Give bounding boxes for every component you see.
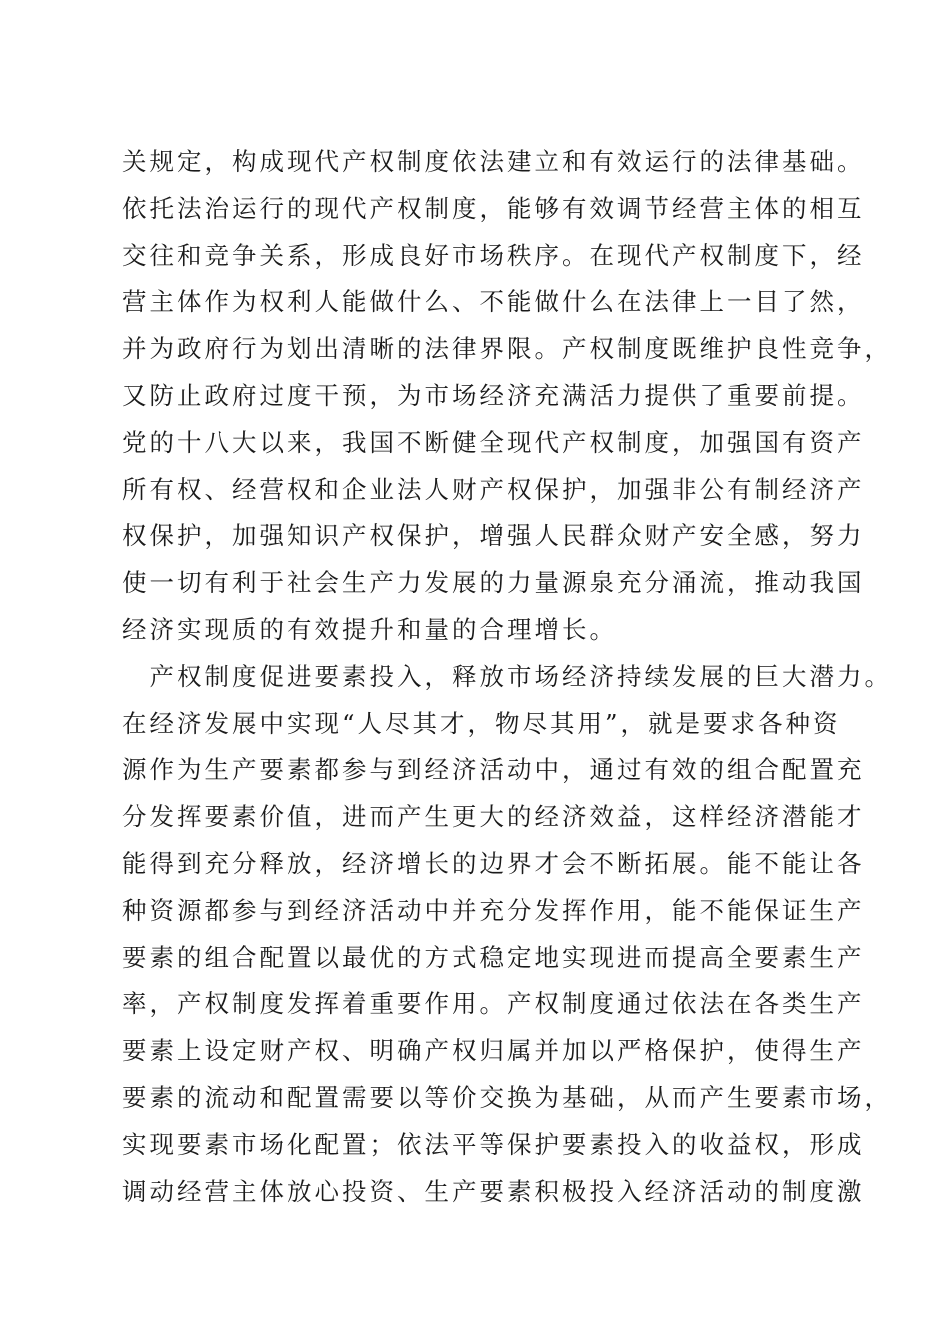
text-line: 要素的流动和配置需要以等价交换为基础，从而产生要素市场， [122,1082,892,1112]
text-line: 权保护，加强知识产权保护，增强人民群众财产安全感，努力 [122,521,865,551]
text-line: 在经济发展中实现“人尽其才，物尽其用”，就是要求各种资 [122,708,841,738]
text-line: 又防止政府过度干预，为市场经济充满活力提供了重要前提。 [122,380,865,410]
text-line: 能得到充分释放，经济增长的边界才会不断拓展。能不能让各 [122,848,865,878]
text-line: 种资源都参与到经济活动中并充分发挥作用，能不能保证生产 [122,895,865,925]
text-line: 使一切有利于社会生产力发展的力量源泉充分涌流，推动我国 [122,568,865,598]
text-line: 实现要素市场化配置；依法平等保护要素投入的收益权，形成 [122,1129,865,1159]
paragraph-start-line: 产权制度促进要素投入，释放市场经济持续发展的巨大潜力。 [122,661,892,691]
text-line: 调动经营主体放心投资、生产要素积极投入经济活动的制度激 [122,1176,865,1206]
text-line: 源作为生产要素都参与到经济活动中，通过有效的组合配置充 [122,755,865,785]
text-line: 交往和竞争关系，形成良好市场秩序。在现代产权制度下，经 [122,240,865,270]
body-text [122,139,892,1215]
text-line: 并为政府行为划出清晰的法律界限。产权制度既维护良性竞争， [122,334,892,364]
text-line: 率，产权制度发挥着重要作用。产权制度通过依法在各类生产 [122,989,865,1019]
text-line: 党的十八大以来，我国不断健全现代产权制度，加强国有资产 [122,427,865,457]
text-line: 要素的组合配置以最优的方式稳定地实现进而提高全要素生产 [122,942,865,972]
text-line: 分发挥要素价值，进而产生更大的经济效益，这样经济潜能才 [122,802,865,832]
text-line: 所有权、经营权和企业法人财产权保护，加强非公有制经济产 [122,474,865,504]
text-line: 要素上设定财产权、明确产权归属并加以严格保护，使得生产 [122,1036,865,1066]
text-line: 营主体作为权利人能做什么、不能做什么在法律上一目了然， [122,287,865,317]
text-line: 依托法治运行的现代产权制度，能够有效调节经营主体的相互 [122,193,865,223]
text-line: 关规定，构成现代产权制度依法建立和有效运行的法律基础。 [122,147,865,176]
text-line: 经济实现质的有效提升和量的合理增长。 [122,614,617,644]
